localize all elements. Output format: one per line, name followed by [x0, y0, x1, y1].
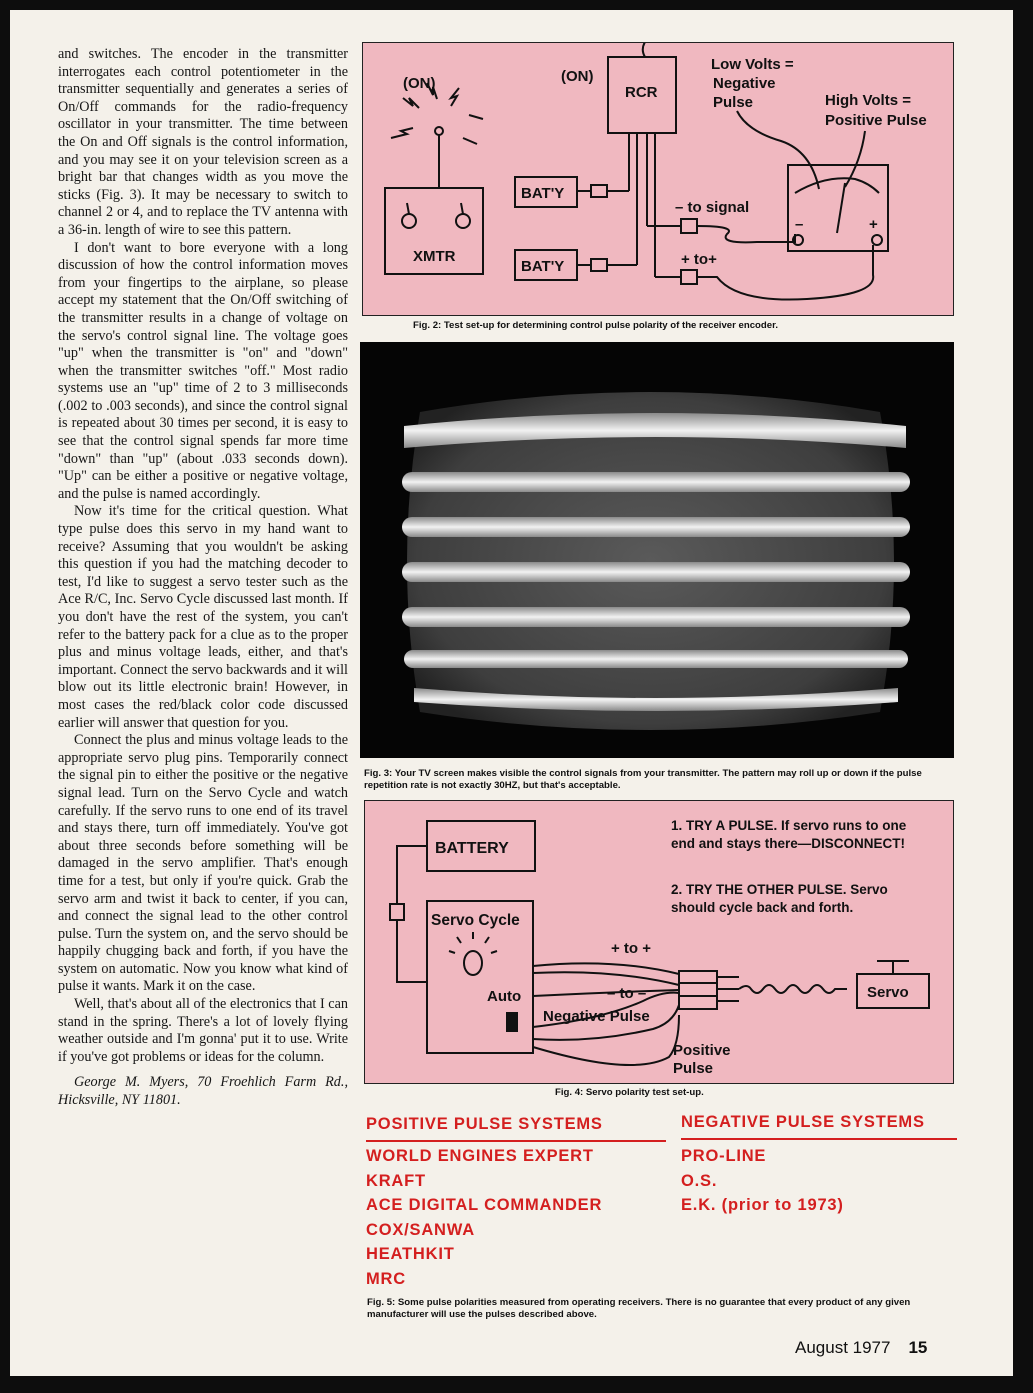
fig4-negative-pulse: Negative Pulse: [543, 1008, 650, 1025]
article-paragraph: Connect the plus and minus voltage leads to the appropriate servo plug pins. Temporarily connect the signal pin to either the positive or the negative signal lead. Turn on the Servo Cycle and watch carefully. If the servo runs to one end of its travel and stays there, turn off immediately. You've got about three seconds before something will be damaged in the servo amplifier. That's enough time for a test, but only if you're quick. Grab the servo arm and twist it back to center, if you can, and connect the signal lead to the other control pulse. Turn the system on, and the servo should be happily chugging back and forth, if you have the system on automatic. Now you know what kind of pulse it wants. Mark it on the case.: [58, 732, 348, 995]
connector: [591, 185, 607, 197]
servo-wire: [739, 985, 847, 993]
fig5-caption: Fig. 5: Some pulse polarities measured from operating receivers. There is no guarantee that every product of any given manufacturer will use the pulses described above.: [367, 1297, 911, 1320]
negative-items: [681, 1144, 961, 1218]
fig2-diagram: [362, 42, 954, 316]
list-item: ACE DIGITAL COMMANDER: [366, 1196, 603, 1214]
article-paragraph: and switches. The encoder in the transmitter interrogates each control potentiometer in the transmitter sequentially and generates a series of On/Off commands for the radio-frequency oscillator in your transmitter. The time between the On and Off signals is the control information, and you may see it on your television screen as a bright bar that changes width as you move the sticks (Fig. 3). It may be necessary to switch to channel 2 or 4, and to replace the TV antenna with a 36-in. length of wire to see this pattern.: [58, 46, 348, 238]
fig2-plus: +: [869, 216, 878, 233]
positive-heading-rule: [366, 1140, 666, 1142]
list-item: COX/SANWA: [366, 1220, 475, 1239]
fig2-caption: Fig. 2: Test set-up for determining control pulse polarity of the receiver encoder.: [413, 320, 778, 331]
negative-pulse-list: [681, 1113, 961, 1218]
fig4-diagram: [364, 800, 954, 1084]
fig3-caption: Fig. 3: Your TV screen makes visible the control signals from your transmitter. The pattern may roll up or down if the pulse repetition rate is not exactly 30HZ, but that's acceptable.: [364, 768, 922, 791]
list-item: WORLD ENGINES EXPERT: [366, 1147, 594, 1165]
tv-screen: [407, 392, 894, 730]
fig4-positive: Positive: [673, 1042, 731, 1059]
fig4-step1: 1. TRY A PULSE. If servo runs to one end and stays there—DISCONNECT!: [671, 818, 907, 851]
fig2-high-volts: High Volts =: [825, 92, 911, 109]
fig2-minus: –: [795, 216, 804, 233]
connector: [591, 259, 607, 271]
signal-connector: [681, 219, 697, 233]
stick-icon: [402, 214, 416, 228]
list-item: HEATHKIT: [366, 1245, 455, 1263]
battery-lead: [397, 846, 427, 982]
fig4-caption: Fig. 4: Servo polarity test set-up.: [555, 1087, 704, 1098]
fig4-plus-to-plus: + to +: [611, 940, 652, 957]
positive-heading: POSITIVE PULSE SYSTEMS: [366, 1115, 603, 1133]
light-bulb-icon: [464, 951, 482, 975]
fig2-rcr: RCR: [625, 84, 658, 101]
fig2-on-left: (ON): [403, 75, 436, 92]
article-paragraph: Well, that's about all of the electronics that I can stand in the spring. There's a lot of lovely flying weather outside and I'm gonna' put it to use. Write if you've got problems or ideas for the column.: [58, 996, 348, 1065]
fig4-servo-cycle: Servo Cycle: [431, 912, 520, 929]
fig3-tv-photo: [360, 342, 954, 758]
issue-date: August 1977: [795, 1338, 891, 1357]
fig2-baty2: BAT'Y: [521, 258, 565, 275]
meter-scale: [795, 178, 879, 193]
fig2-baty1: BAT'Y: [521, 185, 565, 202]
fig2-to-plus: + to+: [681, 251, 717, 268]
battery-connector: [390, 904, 404, 920]
fig4-step2: 2. TRY THE OTHER PULSE. Servo should cycle back and forth.: [671, 882, 888, 915]
page-footer: [795, 1338, 927, 1358]
fig4-auto: Auto: [487, 988, 522, 1005]
list-item: MRC: [366, 1269, 406, 1288]
fig4-pulse: Pulse: [673, 1060, 714, 1077]
fig4-servo: Servo: [867, 984, 909, 1001]
auto-switch: [507, 1013, 517, 1031]
signal-connector: [681, 270, 697, 284]
article-column: [58, 46, 348, 1110]
article-paragraph: Now it's time for the critical question. What type pulse does this servo in my hand want to receive? Assuming that you wouldn't be asking this question if you had the matching decoder to test, I'd like to suggest a servo tester such as the Ace R/C, Inc. Servo Cycle discussed last month. If you don't have the rest of the system, you can't refer to the battery pack for a clue as to the proper plus and minus voltage leads, either, and that's important. Connect the servo backwards and it will blow out its little electronic brain! However, in most cases the red/black color code discussed earlier will answer that question for you.: [58, 503, 348, 731]
plus-lead: [697, 245, 873, 300]
arrow-low: [737, 111, 819, 189]
page-number: 15: [908, 1338, 928, 1357]
fig2-negative: Negative: [713, 75, 776, 92]
fig2-positive-pulse: Positive Pulse: [825, 112, 927, 129]
servo-connector: [679, 971, 717, 1009]
article-paragraph: I don't want to bore everyone with a long discussion of how the control information moves from your fingertips to the airplane, so please accept my statement that the On/Off switching of the transmitter results in a change of voltage on the servo's control signal line. The voltage goes "up" when the transmitter is "on" and "down" when the transmitter switches "off." Most radio systems use an "up" time of 2 to 3 milliseconds (.002 to .003 seconds), and since the control signal is repeated about 30 times per second, it is easy to see that the control signal spends far more time "down" than "up" (about .033 seconds down). "Up" can be either a positive or negative voltage, and the pulse is named accordingly.: [58, 239, 348, 502]
fig2-low-volts: Low Volts =: [711, 56, 794, 73]
fig2-on-right: (ON): [561, 68, 594, 85]
list-item: E.K. (prior to 1973): [681, 1196, 844, 1214]
meter-needle: [837, 183, 845, 233]
receiver-antenna: [643, 43, 654, 57]
stick-icon: [456, 214, 470, 228]
servo-arm: [877, 961, 909, 974]
list-item: KRAFT: [366, 1171, 426, 1190]
fig2-pulse: Pulse: [713, 94, 754, 111]
minus-lead: [697, 226, 795, 242]
list-item: PRO-LINE: [681, 1147, 767, 1165]
list-item: O.S.: [681, 1171, 718, 1190]
fig4-battery: BATTERY: [435, 840, 509, 857]
fig4-minus-to: – to –: [607, 985, 647, 1002]
antenna-tip: [435, 127, 443, 135]
negative-heading-rule: [681, 1138, 957, 1140]
negative-heading: NEGATIVE PULSE SYSTEMS: [681, 1113, 925, 1131]
positive-items: [366, 1144, 666, 1291]
fig2-xmtr: XMTR: [413, 248, 456, 265]
fig2-to-signal: – to signal: [675, 199, 750, 216]
author-signature: George M. Myers, 70 Froehlich Farm Rd., Hicksville, NY 11801.: [58, 1074, 348, 1109]
